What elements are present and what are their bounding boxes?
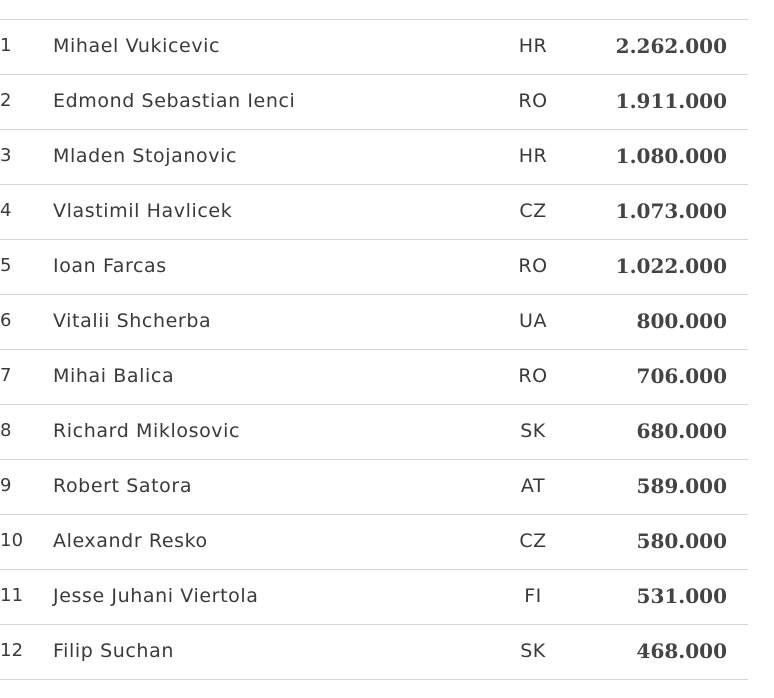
table-row [0,405,748,460]
player-name-cell: Mladen Stojanovic [53,145,238,167]
player-name-cell: Richard Miklosovic [53,420,241,442]
amount-cell: 589.000 [636,474,727,498]
country-code-cell: SK [520,640,546,662]
table-row [0,20,748,75]
player-name-cell: Filip Suchan [53,640,174,662]
table-row [0,515,748,570]
table-row [0,185,748,240]
player-name-cell: Jesse Juhani Viertola [53,585,259,607]
table-row [0,460,748,515]
country-code-cell: CZ [519,200,547,222]
player-name-cell: Robert Satora [53,475,193,497]
amount-cell: 1.022.000 [615,254,727,278]
rank-cell: 1 [0,35,12,56]
player-name-cell: Mihael Vukicevic [53,35,221,57]
amount-cell: 1.911.000 [615,89,727,113]
rank-cell: 5 [0,255,12,276]
country-code-cell: RO [518,90,548,112]
country-code-cell: HR [518,35,548,57]
amount-cell: 531.000 [636,584,727,608]
rank-cell: 4 [0,200,12,221]
rank-cell: 8 [0,420,12,441]
country-code-cell: FI [524,585,542,607]
player-name-cell: Edmond Sebastian Ienci [53,90,296,112]
table-row [0,625,748,680]
rank-cell: 11 [0,585,24,606]
country-code-cell: HR [518,145,548,167]
player-name-cell: Mihai Balica [53,365,175,387]
amount-cell: 680.000 [636,419,727,443]
country-code-cell: SK [520,420,546,442]
rank-cell: 12 [0,640,24,661]
player-name-cell: Ioan Farcas [53,255,167,277]
leaderboard-table [0,19,748,680]
table-row [0,240,748,295]
amount-cell: 580.000 [636,529,727,553]
country-code-cell: AT [520,475,546,497]
country-code-cell: RO [518,365,548,387]
amount-cell: 468.000 [636,639,727,663]
rank-cell: 3 [0,145,12,166]
rank-cell: 7 [0,365,12,386]
amount-cell: 1.080.000 [615,144,727,168]
table-row [0,350,748,405]
rank-cell: 10 [0,530,24,551]
table-row [0,130,748,185]
country-code-cell: UA [519,310,547,332]
amount-cell: 2.262.000 [615,34,727,58]
country-code-cell: RO [518,255,548,277]
rank-cell: 2 [0,90,12,111]
amount-cell: 800.000 [636,309,727,333]
amount-cell: 1.073.000 [615,199,727,223]
rank-cell: 6 [0,310,12,331]
table-row [0,295,748,350]
rank-cell: 9 [0,475,12,496]
player-name-cell: Alexandr Resko [53,530,208,552]
country-code-cell: CZ [519,530,547,552]
amount-cell: 706.000 [636,364,727,388]
table-row [0,75,748,130]
table-row [0,570,748,625]
player-name-cell: Vitalii Shcherba [53,310,212,332]
player-name-cell: Vlastimil Havlicek [53,200,233,222]
